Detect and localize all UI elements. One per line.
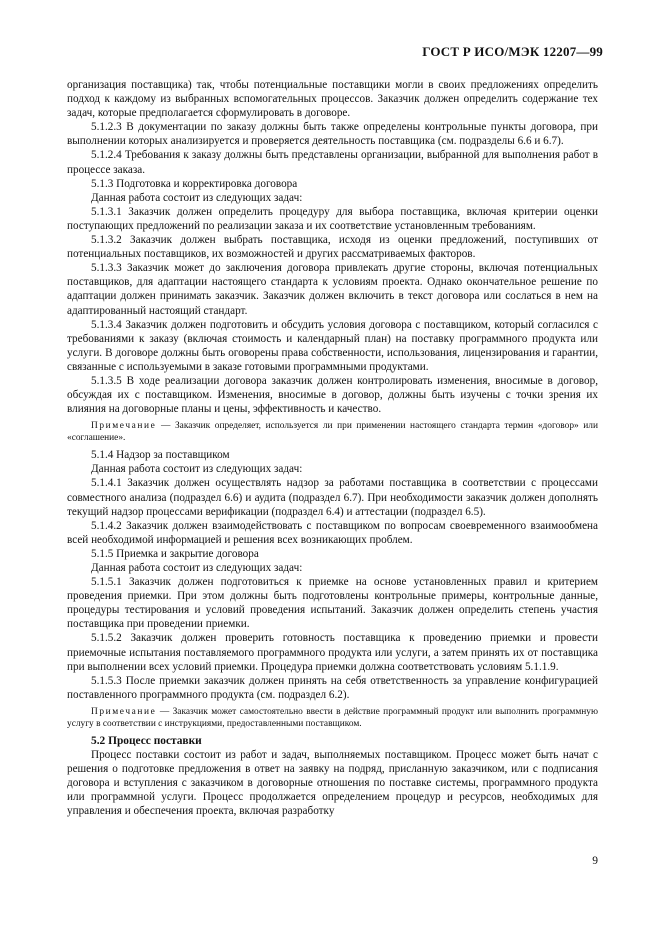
section-heading-5-2: 5.2 Процесс поставки xyxy=(91,734,202,747)
paragraph-continuation: организация поставщика) так, чтобы потенциальные поставщики могли в своих предложениях определить подход к каждому из выбранных вспомогательных процессов. Заказчик должен определить содержание тех задач, которые предполагается сформулировать в договоре. xyxy=(67,79,598,120)
paragraph-5-1-4-1: 5.1.4.1 Заказчик должен осуществлять надзор за работами поставщика в соответствии с процессами совместного анализа (подраздел 6.6) и аудита (подраздел 6.7). При необходимости заказчик должен дополнять текущий надзор процессами верификации (подраздел 6.4) и аттестации (подраздел 6.5). xyxy=(67,477,598,518)
paragraph-5-1-5-1: 5.1.5.1 Заказчик должен подготовиться к приемке на основе установленных правил и критерием проведения приемки. При этом должны быть подготовлены контрольные примеры, контрольные данные, процедуры тестирования и условий проведения испытаний. Заказчик должен определить степень участия поставщика при проведении приемки. xyxy=(67,576,598,631)
paragraph-5-1-3-3: 5.1.3.3 Заказчик может до заключения договора привлекать другие стороны, включая потенциальных поставщиков, для адаптации настоящего стандарта к условиям проекта. Однако окончательное решение по адаптации должен принимать заказчик. Заказчик должен включить в текст договора или сослаться в нем на адаптированный настоящий стандарт. xyxy=(67,262,598,317)
note-text: — Заказчик может самостоятельно ввести в действие программный продукт или выполнить программную услугу в соответствии с инструкциями, предоставленными поставщиком. xyxy=(67,706,598,729)
paragraph-5-1-3-5: 5.1.3.5 В ходе реализации договора заказчик должен контролировать изменения, вносимые в договор, обсуждая их с поставщиком. Изменения, вносимые в договор, должны быть изучены с точки зрения их влияния на договорные планы и цены, эффективность и качество. xyxy=(67,374,598,416)
subsection-heading-5-1-5: 5.1.5 Приемка и закрытие договора xyxy=(91,547,259,560)
paragraph-task-intro: Данная работа состоит из следующих задач: xyxy=(91,463,303,476)
paragraph-5-1-3-1: 5.1.3.1 Заказчик должен определить процедуру для выбора поставщика, включая критерии оценки поступающих предложений по реализации заказа и их соответствие установленным требованиям. xyxy=(67,205,598,232)
note-2 xyxy=(67,706,598,730)
paragraph-5-1-3-2: 5.1.3.2 Заказчик должен выбрать поставщика, исходя из оценки предложений, поступивших от потенциальных поставщиков, их возможностей и других рассматриваемых факторов. xyxy=(67,234,598,261)
subsection-heading-5-1-4: 5.1.4 Надзор за поставщиком xyxy=(91,449,230,462)
page-number: 9 xyxy=(592,855,598,867)
note-text: — Заказчик определяет, используется ли при применении настоящего стандарта термин «договор» или «соглашение». xyxy=(67,421,598,444)
paragraph-5-1-5-3: 5.1.5.3 После приемки заказчик должен принять на себя ответственность за управление конфигурацией поставленного программного продукта (см. подраздел 6.2). xyxy=(67,674,598,701)
paragraph-5-1-3-4: 5.1.3.4 Заказчик должен подготовить и обсудить условия договора с поставщиком, который согласился с требованиями к заказу (включая стоимость и календарный план) на поставку программного продукта или услуги. В договоре должны быть оговорены права собственности, использования, лицензирования и гарантии, связанные с используемыми в заказе готовыми программными продуктами. xyxy=(67,318,598,373)
note-label: Примечание xyxy=(91,421,157,432)
document-body xyxy=(67,78,598,819)
subsection-heading-5-1-3: 5.1.3 Подготовка и корректировка договора xyxy=(91,177,298,190)
paragraph-5-1-5-2: 5.1.5.2 Заказчик должен проверить готовность поставщика к проведению приемки и провести приемочные испытания поставляемого программного продукта или услуги, а затем принять их от поставщика при выполнении всех условий приемки. Процедура приемки должна соответствовать условиям 5.1.1.9. xyxy=(67,632,598,673)
document-id-header: ГОСТ Р ИСО/МЭК 12207—99 xyxy=(422,44,603,59)
paragraph-5-1-4-2: 5.1.4.2 Заказчик должен взаимодействовать с поставщиком по вопросам своевременного взаимообмена всей необходимой информацией и решения всех возникающих проблем. xyxy=(67,519,598,546)
paragraph-5-1-2-3: 5.1.2.3 В документации по заказу должны быть также определены контрольные пункты договора, при выполнении которых анализируется и проверяется деятельность поставщика (см. подразделы 6.6 и 6.7). xyxy=(67,121,598,148)
paragraph-5-2-intro: Процесс поставки состоит из работ и задач, выполняемых поставщиком. Процесс может быть начат с решения о подготовке предложения в ответ на заявку на подряд, присланную заказчиком, или с подписания договора и вступления с заказчиком в договорные отношения по поставке системы, программного продукта или программной услуги. Процесс продолжается определением процедур и ресурсов, необходимых для управления и обеспечения проекта, включая разработку xyxy=(67,749,598,818)
paragraph-task-intro: Данная работа состоит из следующих задач: xyxy=(91,191,303,204)
paragraph-5-1-2-4: 5.1.2.4 Требования к заказу должны быть представлены организации, выбранной для выполнения работ в процессе заказа. xyxy=(67,149,598,176)
note-1 xyxy=(67,420,598,444)
paragraph-task-intro: Данная работа состоит из следующих задач: xyxy=(91,562,303,574)
note-label: Примечание xyxy=(91,706,157,717)
